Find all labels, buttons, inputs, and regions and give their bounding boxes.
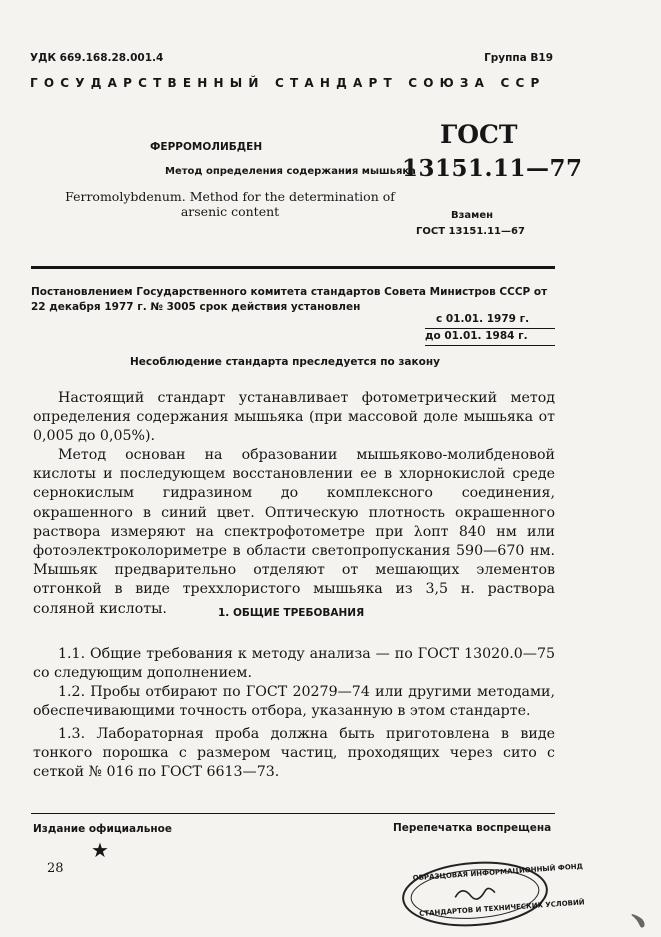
validity-from: с 01.01. 1979 г. xyxy=(436,313,530,325)
decree-text: Постановлением Государственного комитета стандартов Совета Министров СССР от 22 декабря 1977 г. № 3005 срок действия установлен xyxy=(31,286,548,313)
clause-1-3: 1.3. Лабораторная проба должна быть приготовлена в виде тонкого порошка с размером частиц, проходящих через сито с сеткой № 016 по ГОСТ 6613—73. xyxy=(33,726,555,781)
library-stamp xyxy=(398,855,585,933)
clause-1-2: 1.2. Пробы отбирают по ГОСТ 20279—74 или другими методами, обеспечивающими точность отбора, указанную в этом стандарте. xyxy=(33,684,555,720)
stamp-line-1: ОБРАЗЦОВАЯ ИНФОРМАЦИОННЫЙ ФОНД xyxy=(412,862,584,883)
header-divider xyxy=(31,266,555,269)
validity-from-underline xyxy=(425,328,555,329)
replaces-number: ГОСТ 13151.11—67 xyxy=(416,226,525,237)
page-number: 28 xyxy=(47,861,64,876)
document-subtitle-ru: Метод определения содержания мышьяка xyxy=(165,166,416,177)
document-title-en: Ferromolybdenum. Method for the determination of arsenic content xyxy=(65,189,395,219)
nonobservance-notice: Несоблюдение стандарта преследуется по закону xyxy=(130,356,440,368)
replaces-label: Взамен xyxy=(451,210,494,221)
corner-mark-icon: ﹅ xyxy=(628,909,648,933)
clause-1-1: 1.1. Общие требования к методу анализа — по ГОСТ 13020.0—75 со следующим дополнением. xyxy=(33,646,555,682)
validity-to: до 01.01. 1984 г. xyxy=(425,330,528,342)
document-title-ru: ФЕРРОМОЛИБДЕН xyxy=(150,141,263,153)
star-icon: ★ xyxy=(91,838,109,862)
gost-label: ГОСТ xyxy=(440,120,518,149)
gost-number: 13151.11—77 xyxy=(402,155,583,182)
paragraph-method: Метод основан на образовании мышьяково-молибденовой кислоты и последующем восстановлении ее в хлорнокислой среде сернокислым гидразином до комплексного соединения, окрашенного в синий цвет. Оптическую плотность окрашенного раствора измеряют на спектрофотометре при λопт 840 нм или фотоэлектроколориметре в области светопропускания 590—670 нм. Мышьяк предварительно отделяют от мешающих элементов отгонкой в виде треххлористого мышьяка из 3,5 н. раствора соляной кислоты. xyxy=(33,447,555,617)
footer-divider xyxy=(31,813,555,814)
udk-code: УДК 669.168.28.001.4 xyxy=(30,52,164,64)
stamp-line-2: СТАНДАРТОВ И ТЕХНИЧЕСКИХ УСЛОВИЙ xyxy=(418,898,585,918)
section-title: 1. ОБЩИЕ ТРЕБОВАНИЯ xyxy=(218,607,365,619)
edition-label: Издание официальное xyxy=(33,823,172,835)
validity-to-underline xyxy=(425,345,555,346)
state-standard-heading: ГОСУДАРСТВЕННЫЙ СТАНДАРТ СОЮЗА ССР xyxy=(30,76,546,90)
group-code: Группа В19 xyxy=(484,52,553,64)
reprint-notice: Перепечатка воспрещена xyxy=(393,822,552,834)
paragraph-scope: Настоящий стандарт устанавливает фотометрический метод определения содержания мышьяка (при массовой доле мышьяка от 0,005 до 0,05%). xyxy=(33,390,555,445)
